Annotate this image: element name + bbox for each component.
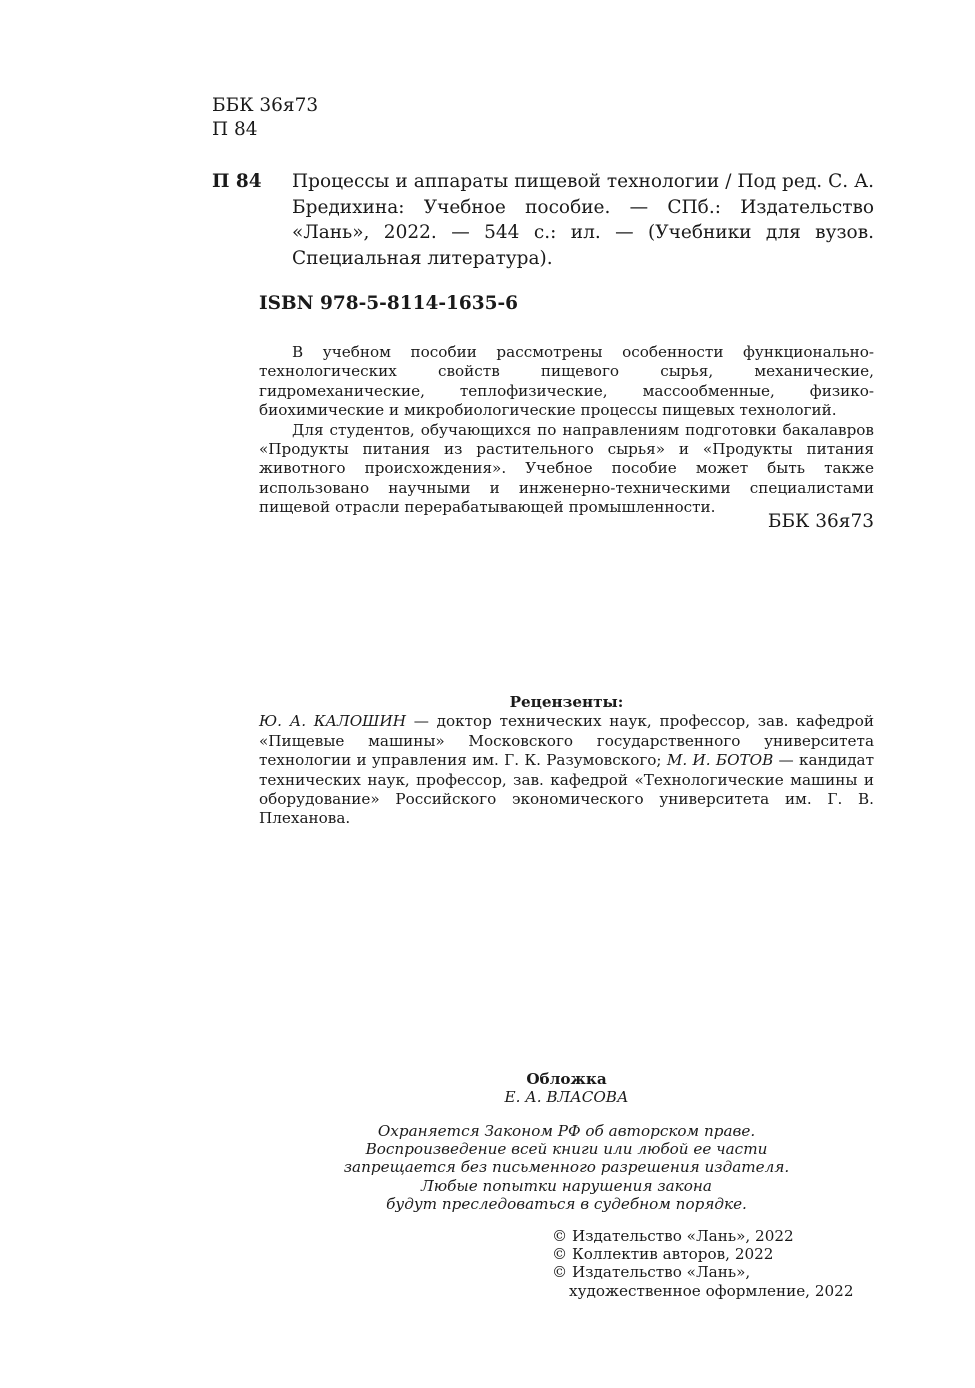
copyright-line: художественное оформление, 2022 (569, 1281, 854, 1300)
annotation-paragraph-1: В учебном пособии рассмотрены особенности функционально-технологических свойств пищевого сырья, механические, гидромеханические, теплофизические, массообменные, физико-биохимические и микробиологические процессы пищевых технологий. (259, 343, 874, 420)
copyright-block (552, 1227, 854, 1300)
copyright-line: © Коллектив авторов, 2022 (552, 1245, 774, 1264)
reviewer-1-text: — доктор технических наук, профессор, зав. кафедрой «Пищевые машины» Московского государственного университета технологии и управления им. Г. К. Разумовского; (259, 712, 874, 770)
reviewer-2-name: М. И. БОТОВ (666, 751, 774, 770)
cover-designer: Е. А. ВЛАСОВА (504, 1088, 629, 1106)
isbn: ISBN 978-5-8114-1635-6 (259, 293, 519, 314)
legal-line: Охраняется Законом РФ об авторском праве. (377, 1122, 756, 1140)
reviewers-block (259, 693, 874, 829)
entry-code: П 84 (212, 171, 262, 192)
cover-credit (259, 1070, 874, 1106)
legal-line: будут преследоваться в судебном порядке. (386, 1194, 747, 1213)
legal-line: Воспроизведение всей книги или любой ее части (365, 1140, 768, 1159)
author-mark: П 84 (212, 119, 258, 140)
entry-description: Процессы и аппараты пищевой технологии / Под ред. С. А. Бредихина: Учебное пособие. — СПб.: Издательство «Лань», 2022. — 544 с.: ил. — (Учебники для вузов. Специальная литература). (292, 171, 874, 269)
bibliographic-entry (212, 169, 874, 271)
bbk-code: ББК 36я73 (212, 95, 319, 116)
catalog-codes (212, 94, 318, 142)
reviewers-text (259, 712, 874, 828)
copyright-notice (259, 1122, 874, 1213)
legal-line: запрещается без письменного разрешения издателя. (343, 1158, 790, 1177)
annotation (259, 343, 874, 518)
annotation-paragraph-2: Для студентов, обучающихся по направлениям подготовки бакалавров «Продукты питания из растительного сырья» и «Продукты питания животного происхождения». Учебное пособие может быть также использовано научными и инженерно-техническими специалистами пищевой отрасли перерабатывающей промышленности. (259, 420, 874, 517)
copyright-line: © Издательство «Лань», (552, 1263, 751, 1282)
reviewer-2-text: — кандидат технических наук, профессор, зав. кафедрой «Технологические машины и оборудование» Российского экономического университета им. Г. В. Плеханова. (259, 751, 874, 828)
reviewer-1-name: Ю. А. КАЛОШИН (259, 712, 406, 731)
bbk-code-right: ББК 36я73 (767, 511, 874, 532)
copyright-line: © Издательство «Лань», 2022 (552, 1227, 794, 1245)
legal-line: Любые попытки нарушения закона (421, 1176, 712, 1195)
cover-heading: Обложка (526, 1070, 607, 1088)
reviewers-heading: Рецензенты: (509, 693, 624, 711)
